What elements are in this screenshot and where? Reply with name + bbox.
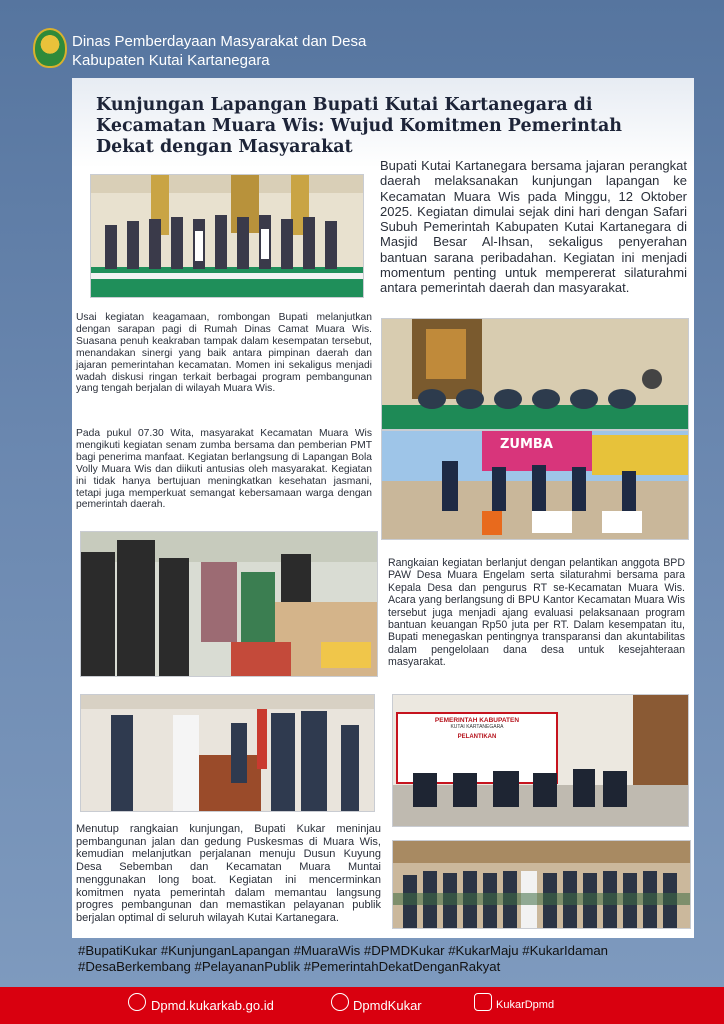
hashtags: #BupatiKukar #KunjunganLapangan #MuaraWis #DPMDKukar #KukarMaju #KukarIdaman #DesaBerkembang #PelayananPublik #PemerintahDekatDenganRakyat [78,943,609,974]
org-line-1: Dinas Pemberdayaan Masyarakat dan Desa [72,33,367,50]
paragraph-breakfast: Usai kegiatan keagamaan, rombongan Bupati melanjutkan dengan sarapan pagi di Rumah Dinas Camat Muara Wis. Suasana penuh keakraban tampak dalam kesempatan tersebut, menandakan sinergi yang baik antara pimpinan daerah dan jajaran pemerintahan kecamatan. Momen ini sekaligus menjadi wadah diskusi ringan terkait berbagai program pembangunan yang tengah berjalan di wilayah Muara Wis. [76,312,372,395]
banner-title: PELANTIKAN [457,734,497,740]
footer-facebook-link[interactable]: DpmdKukar [353,998,422,1013]
banner-sub: KUTAI KARTANEGARA [450,724,504,730]
paragraph-bpd-inauguration: Rangkaian kegiatan berlanjut dengan pelantikan anggota BPD PAW Desa Muara Engelam serta silaturahmi bersama para Kepala Desa dan pengurus RT se-Kecamatan Muara Wis. Acara yang berlangsung di BPU Kantor Kecamatan Muara Wis tersebut juga menjadi ajang evaluasi pelaksanaan program bantuan keuangan Rp50 juta per RT. Dalam kesempatan itu, Bupati menegaskan pentingnya transparansi dan akuntabilitas dalam pengelolaan dana desa untuk kesejahteraan masyarakat. [388,557,685,669]
paragraph-intro: Bupati Kutai Kartanegara bersama jajaran perangkat daerah melaksanakan kunjungan lapangan ke Kecamatan Muara Wis pada Minggu, 12 Oktober 2025. Kegiatan dimulai sejak dini hari dengan Safari Subuh Pemerintah Kabupaten Kutai Kartanegara di Masjid Besar Al-Ihsan, sekaligus penyerahan bantuan sarana peribadahan. Kegiatan ini menjadi momentum penting untuk mempererat silaturahmi antara pemerintah daerah dan masyarakat. [380,158,687,296]
photo-group-hall [392,840,691,929]
photo-mosque-group [90,174,364,298]
organization-name [72,32,366,70]
photo-meeting-hall [392,694,689,827]
footer-website-link[interactable]: Dpmd.kukarkab.go.id [151,998,274,1013]
banner-head: PEMERINTAH KABUPATEN [434,717,520,724]
facebook-icon [331,993,349,1011]
photo-mosque-seated [381,318,689,430]
kukar-emblem-logo [33,28,67,68]
globe-icon [128,993,146,1011]
article-title: Kunjungan Lapangan Bupati Kutai Kartanegara di Kecamatan Muara Wis: Wujud Komitmen Pemerintah Dekat dengan Masyarakat [96,95,623,157]
photo-oath-ceremony [80,694,375,812]
zumba-banner-text: ZUMBA [500,437,553,452]
paragraph-closing: Menutup rangkaian kunjungan, Bupati Kukar meninjau pembangunan jalan dan gedung Puskesmas di Muara Wis, kemudian melanjutkan perjalanan menuju Dusun Kuyung Desa Sebemban dan Kecamatan Muara Muntai menggunakan long boat. Kegiatan ini mencerminkan komitmen nyata pemerintah dalam memantau langsung progres pembangunan dan memastikan pelayanan publik berjalan optimal di seluruh wilayah Kutai Kartanegara. [76,823,381,924]
photo-pmt-distribution [80,531,378,677]
org-line-2: Kabupaten Kutai Kartanegara [72,52,270,69]
paragraph-zumba: Pada pukul 07.30 Wita, masyarakat Kecamatan Muara Wis mengikuti kegiatan senam zumba bersama dan pemberian PMT bagi penerima manfaat. Kegiatan berlangsung di Lapangan Bola Volly Muara Wis dan diikuti antusias oleh masyarakat. Kegiatan ini tidak hanya bertujuan meningkatkan kesehatan jasmani, tetapi juga memperkuat semangat kebersamaan warga dengan pemerintah daerah. [76,428,372,511]
instagram-icon [474,993,492,1011]
footer-instagram-link[interactable]: KukarDpmd [496,999,555,1011]
photo-zumba-event [381,430,689,540]
